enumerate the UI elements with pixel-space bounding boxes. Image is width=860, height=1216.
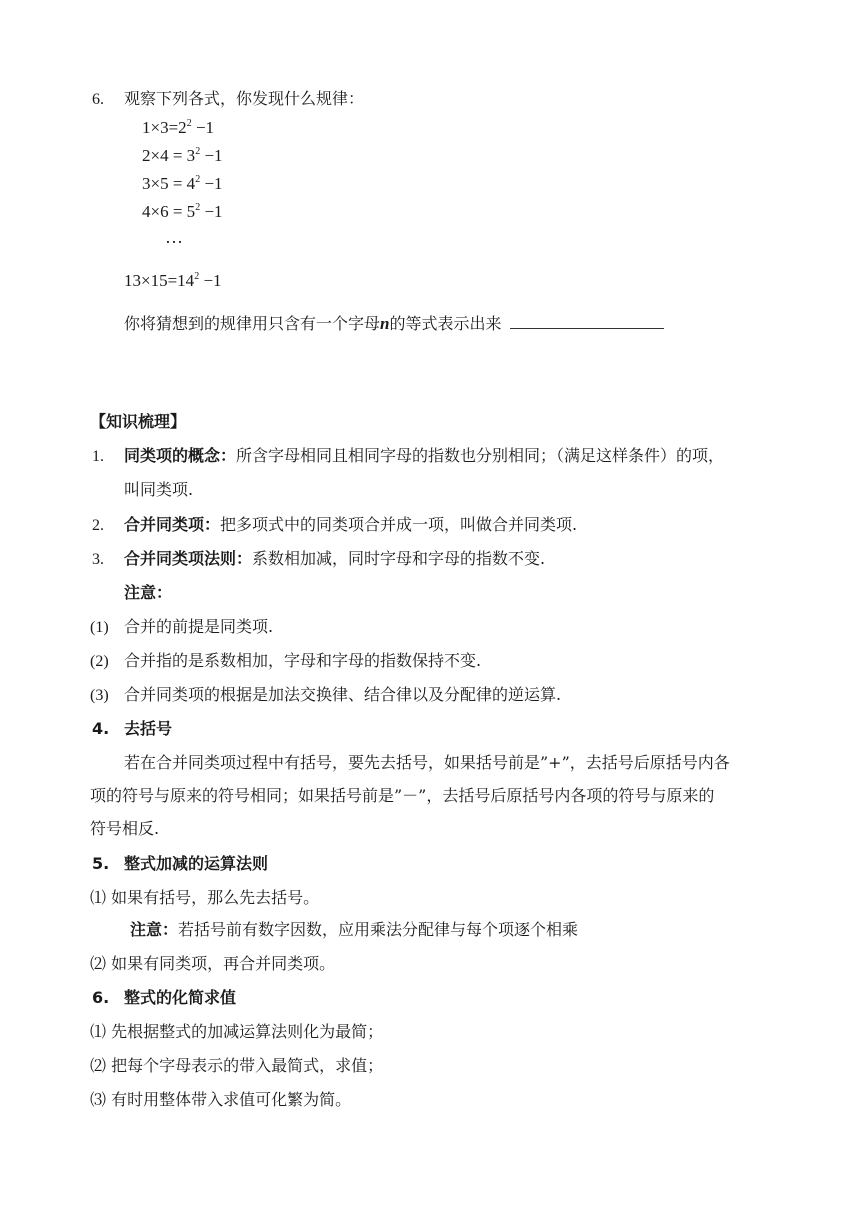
item6-step1: ⑴ 先根据整式的加减运算法则化为最简； bbox=[90, 1022, 384, 1041]
item4-line1: 若在合并同类项过程中有括号，要先去括号，如果括号前是”+”，去括号后原括号内各 bbox=[124, 753, 730, 772]
item5-step1: ⑴ 如果有括号，那么先去括号。 bbox=[90, 888, 320, 907]
equation-3: $3\times 5 = 4^2 -1$ bbox=[142, 174, 223, 193]
item2-number: 2. bbox=[92, 517, 104, 534]
item6-number: 6. bbox=[92, 988, 110, 1007]
item5-title: 整式加减的运算法则 bbox=[124, 854, 269, 873]
item5-number: 5. bbox=[92, 854, 110, 873]
item5-step2: ⑵ 如果有同类项，再合并同类项。 bbox=[90, 954, 336, 973]
equation-1: $1\times 3=2^2 -1$ bbox=[142, 118, 215, 137]
item6-step3: ⑶ 有时用整体带入求值可化繁为简。 bbox=[90, 1090, 352, 1109]
item5-note: 注意：若括号前有数字因数，应用乘法分配律与每个项逐个相乘 bbox=[130, 920, 579, 939]
item4-line3: 符号相反. bbox=[90, 819, 160, 838]
problem-number: 6. bbox=[92, 91, 104, 108]
item1-number: 1. bbox=[92, 448, 104, 465]
item1-line: 同类项的概念：所含字母相同且相同字母的指数也分别相同；（满足这样条件）的项， bbox=[124, 446, 725, 465]
answer-blank[interactable] bbox=[510, 314, 664, 329]
item6-title: 整式的化简求值 bbox=[124, 988, 237, 1007]
note2-number: (2) bbox=[90, 653, 109, 670]
note-label: 注意： bbox=[124, 583, 173, 602]
note3-number: (3) bbox=[90, 687, 109, 704]
question-line: 你将猜想到的规律用只含有一个字母n的等式表示出来 bbox=[124, 314, 664, 332]
item3-line: 合并同类项法则：系数相加减，同时字母和字母的指数不变. bbox=[124, 549, 546, 568]
item1-continuation: 叫同类项. bbox=[124, 480, 194, 499]
item2-line: 合并同类项：把多项式中的同类项合并成一项，叫做合并同类项. bbox=[124, 515, 578, 534]
note1-number: (1) bbox=[90, 619, 109, 636]
ellipsis: … bbox=[165, 227, 183, 247]
equation-4: $4\times 6 = 5^2 -1$ bbox=[142, 202, 223, 221]
note1-text: 合并的前提是同类项. bbox=[124, 617, 274, 636]
item4-line2: 项的符号与原来的符号相同；如果括号前是”－”，去括号后原括号内各项的符号与原来的 bbox=[90, 786, 715, 805]
item4-number: 4. bbox=[92, 719, 110, 738]
note3-text: 合并同类项的根据是加法交换律、结合律以及分配律的逆运算. bbox=[124, 685, 562, 704]
item4-title: 去括号 bbox=[124, 719, 173, 738]
section-heading: 【知识梳理】 bbox=[90, 412, 187, 431]
item6-step2: ⑵ 把每个字母表示的带入最简式，求值； bbox=[90, 1056, 384, 1075]
item3-number: 3. bbox=[92, 551, 104, 568]
problem-prompt: 观察下列各式，你发现什么规律： bbox=[124, 89, 365, 108]
equation-2: $2\times 4 = 3^2 -1$ bbox=[142, 146, 223, 165]
note2-text: 合并指的是系数相加，字母和字母的指数保持不变. bbox=[124, 651, 482, 670]
equation-last: $13\times 15=14^2 -1$ bbox=[124, 271, 222, 290]
